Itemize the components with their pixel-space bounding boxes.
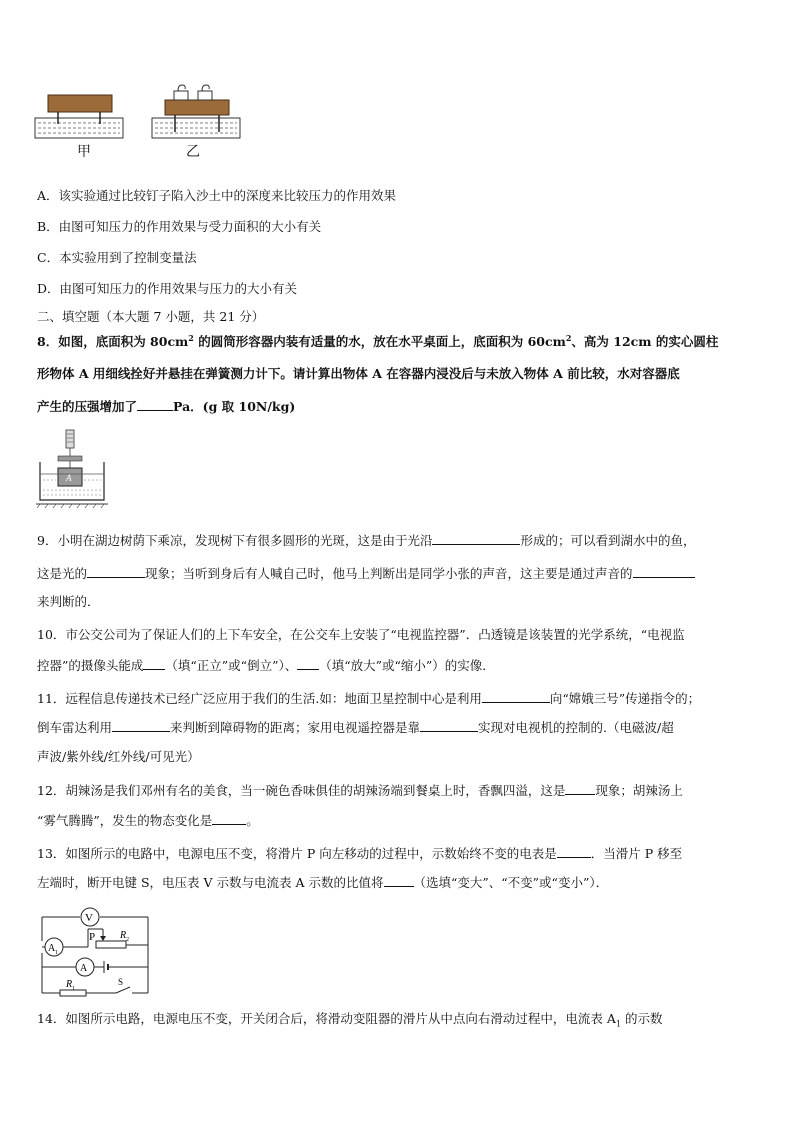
answer-blank[interactable] [565,782,595,795]
q11-text: 向“嫦娥三号”传递指令的； [549,691,701,706]
q9-text: 9．小明在湖边树荫下乘凉，发现树下有很多圆形的光斑，这是由于光沿 [37,533,433,548]
q14-line-1 [37,1011,663,1027]
option-b: B．由图可知压力的作用效果与受力面积的大小有关 [37,219,322,234]
answer-blank[interactable] [432,532,520,545]
circuit-diagram [38,903,158,998]
q9-line-3: 来判断的． [37,594,100,609]
q10-text: （填“放大”或“缩小”）的实像． [319,658,495,673]
answer-blank[interactable] [297,657,319,670]
q14-text: 的示数 [621,1011,663,1026]
q8-text: 、高为 12cm 的实心圆柱 [571,334,719,349]
option-a: A．该实验通过比较钉子陷入沙土中的深度来比较压力的作用效果 [37,188,397,203]
q8-line-3 [37,398,295,415]
option-c: C．本实验用到了控制变量法 [37,250,197,265]
subscript: 1 [615,1019,622,1029]
switch-label: S [118,977,124,987]
q12-text: 。 [246,813,259,828]
q13-line-1 [37,845,682,862]
answer-blank[interactable] [557,845,591,858]
q14-text: 14．如图所示电路，电源电压不变，开关闭合后，将滑动变阻器的滑片从中点向右滑动过程中，电流表 A [37,1011,616,1026]
answer-blank[interactable] [482,690,550,703]
q11-line-2 [37,719,674,736]
q8-text: Pa．(g 取 10N/kg) [173,399,296,414]
q8-line-1 [37,334,718,350]
q9-text: 这是光的 [37,566,88,581]
superscript: 2 [188,332,194,343]
q11-line-1 [37,690,700,707]
pressure-experiment-figure [30,80,230,140]
q10-line-1: 10．市公交公司为了保证人们的上下车安全，在公交车上安装了“电视监控器”．凸透镜是该装置的光学系统，“电视监 [37,627,685,642]
q8-text: 的圆筒形容器内装有适量的水，放在水平桌面上，底面积为 60cm [193,334,566,349]
q10-text: 控器”的摄像头能成 [37,658,144,673]
r2-label: R [120,930,127,941]
q9-line-2 [37,565,695,582]
q13-text: （选填“变大”、“不变”或“变小”）． [413,875,609,890]
answer-blank[interactable] [420,719,478,732]
figure-label-jia: 甲 [77,144,91,160]
slider-p-label: P [89,931,96,943]
q9-line-1 [37,532,695,549]
q13-text: ．当滑片 P 移至 [590,846,683,861]
q8-text: 8．如图，底面积为 80cm [37,334,189,349]
q11-text: 倒车雷达利用 [37,720,113,735]
answer-blank[interactable] [137,398,173,411]
q12-text: “雾气腾腾”，发生的物态变化是 [37,813,213,828]
q10-line-2 [37,657,495,674]
voltmeter-label: V [85,912,93,924]
q11-text: 实现对电视机的控制的.（电磁波/超 [478,720,674,735]
q12-text: 现象；胡辣汤上 [595,783,683,798]
section-heading: 二、填空题（本大题 7 小题，共 21 分） [37,309,265,324]
r1-label: R [66,979,73,990]
answer-blank[interactable] [143,657,165,670]
r1-subscript: 1 [72,986,75,992]
r2-subscript: 2 [126,937,129,943]
q9-text: 现象；当听到身后有人喊自己时，他马上判断出是同学小张的声音，这主要是通过声音的 [145,566,633,581]
cylinder-label: A [66,473,72,483]
superscript: 2 [565,332,572,343]
q11-line-3: 声波/紫外线/红外线/可见光） [37,749,200,764]
figure-label-yi: 乙 [186,144,200,160]
spring-scale-container-figure [36,428,116,508]
q13-text: 左端时，断开电键 S，电压表 V 示数与电流表 A 示数的比值将 [37,875,384,890]
ammeter1-label: A [48,943,56,954]
q8-text: 产生的压强增加了 [37,399,138,414]
answer-blank[interactable] [633,565,695,578]
ammeter-label: A [80,963,88,974]
q10-text: （填“正立”或“倒立”）、 [165,658,298,673]
ammeter1-subscript: 1 [55,950,58,956]
answer-blank[interactable] [212,812,246,825]
q13-text: 13．如图所示的电路中，电源电压不变，将滑片 P 向左移动的过程中，示数始终不变的电表是 [37,846,557,861]
answer-blank[interactable] [384,874,414,887]
q9-text: 形成的；可以看到湖水中的鱼， [520,533,696,548]
q11-text: 来判断到障碍物的距离；家用电视遥控器是靠 [170,720,421,735]
option-d: D．由图可知压力的作用效果与压力的大小有关 [37,281,298,296]
answer-blank[interactable] [112,719,170,732]
q12-line-1 [37,782,683,799]
q8-line-2: 形物体 A 用细线拴好并悬挂在弹簧测力计下。请计算出物体 A 在容器内浸没后与未放入物体 A 前比较，水对容器底 [37,366,680,381]
q12-text: 12．胡辣汤是我们邓州有名的美食，当一碗色香味俱佳的胡辣汤端到餐桌上时，香飘四溢，这是 [37,783,566,798]
answer-blank[interactable] [87,565,145,578]
q11-text: 11．远程信息传递技术已经广泛应用于我们的生活.如：地面卫星控制中心是利用 [37,691,482,706]
q12-line-2 [37,812,259,829]
q13-line-2 [37,874,608,891]
